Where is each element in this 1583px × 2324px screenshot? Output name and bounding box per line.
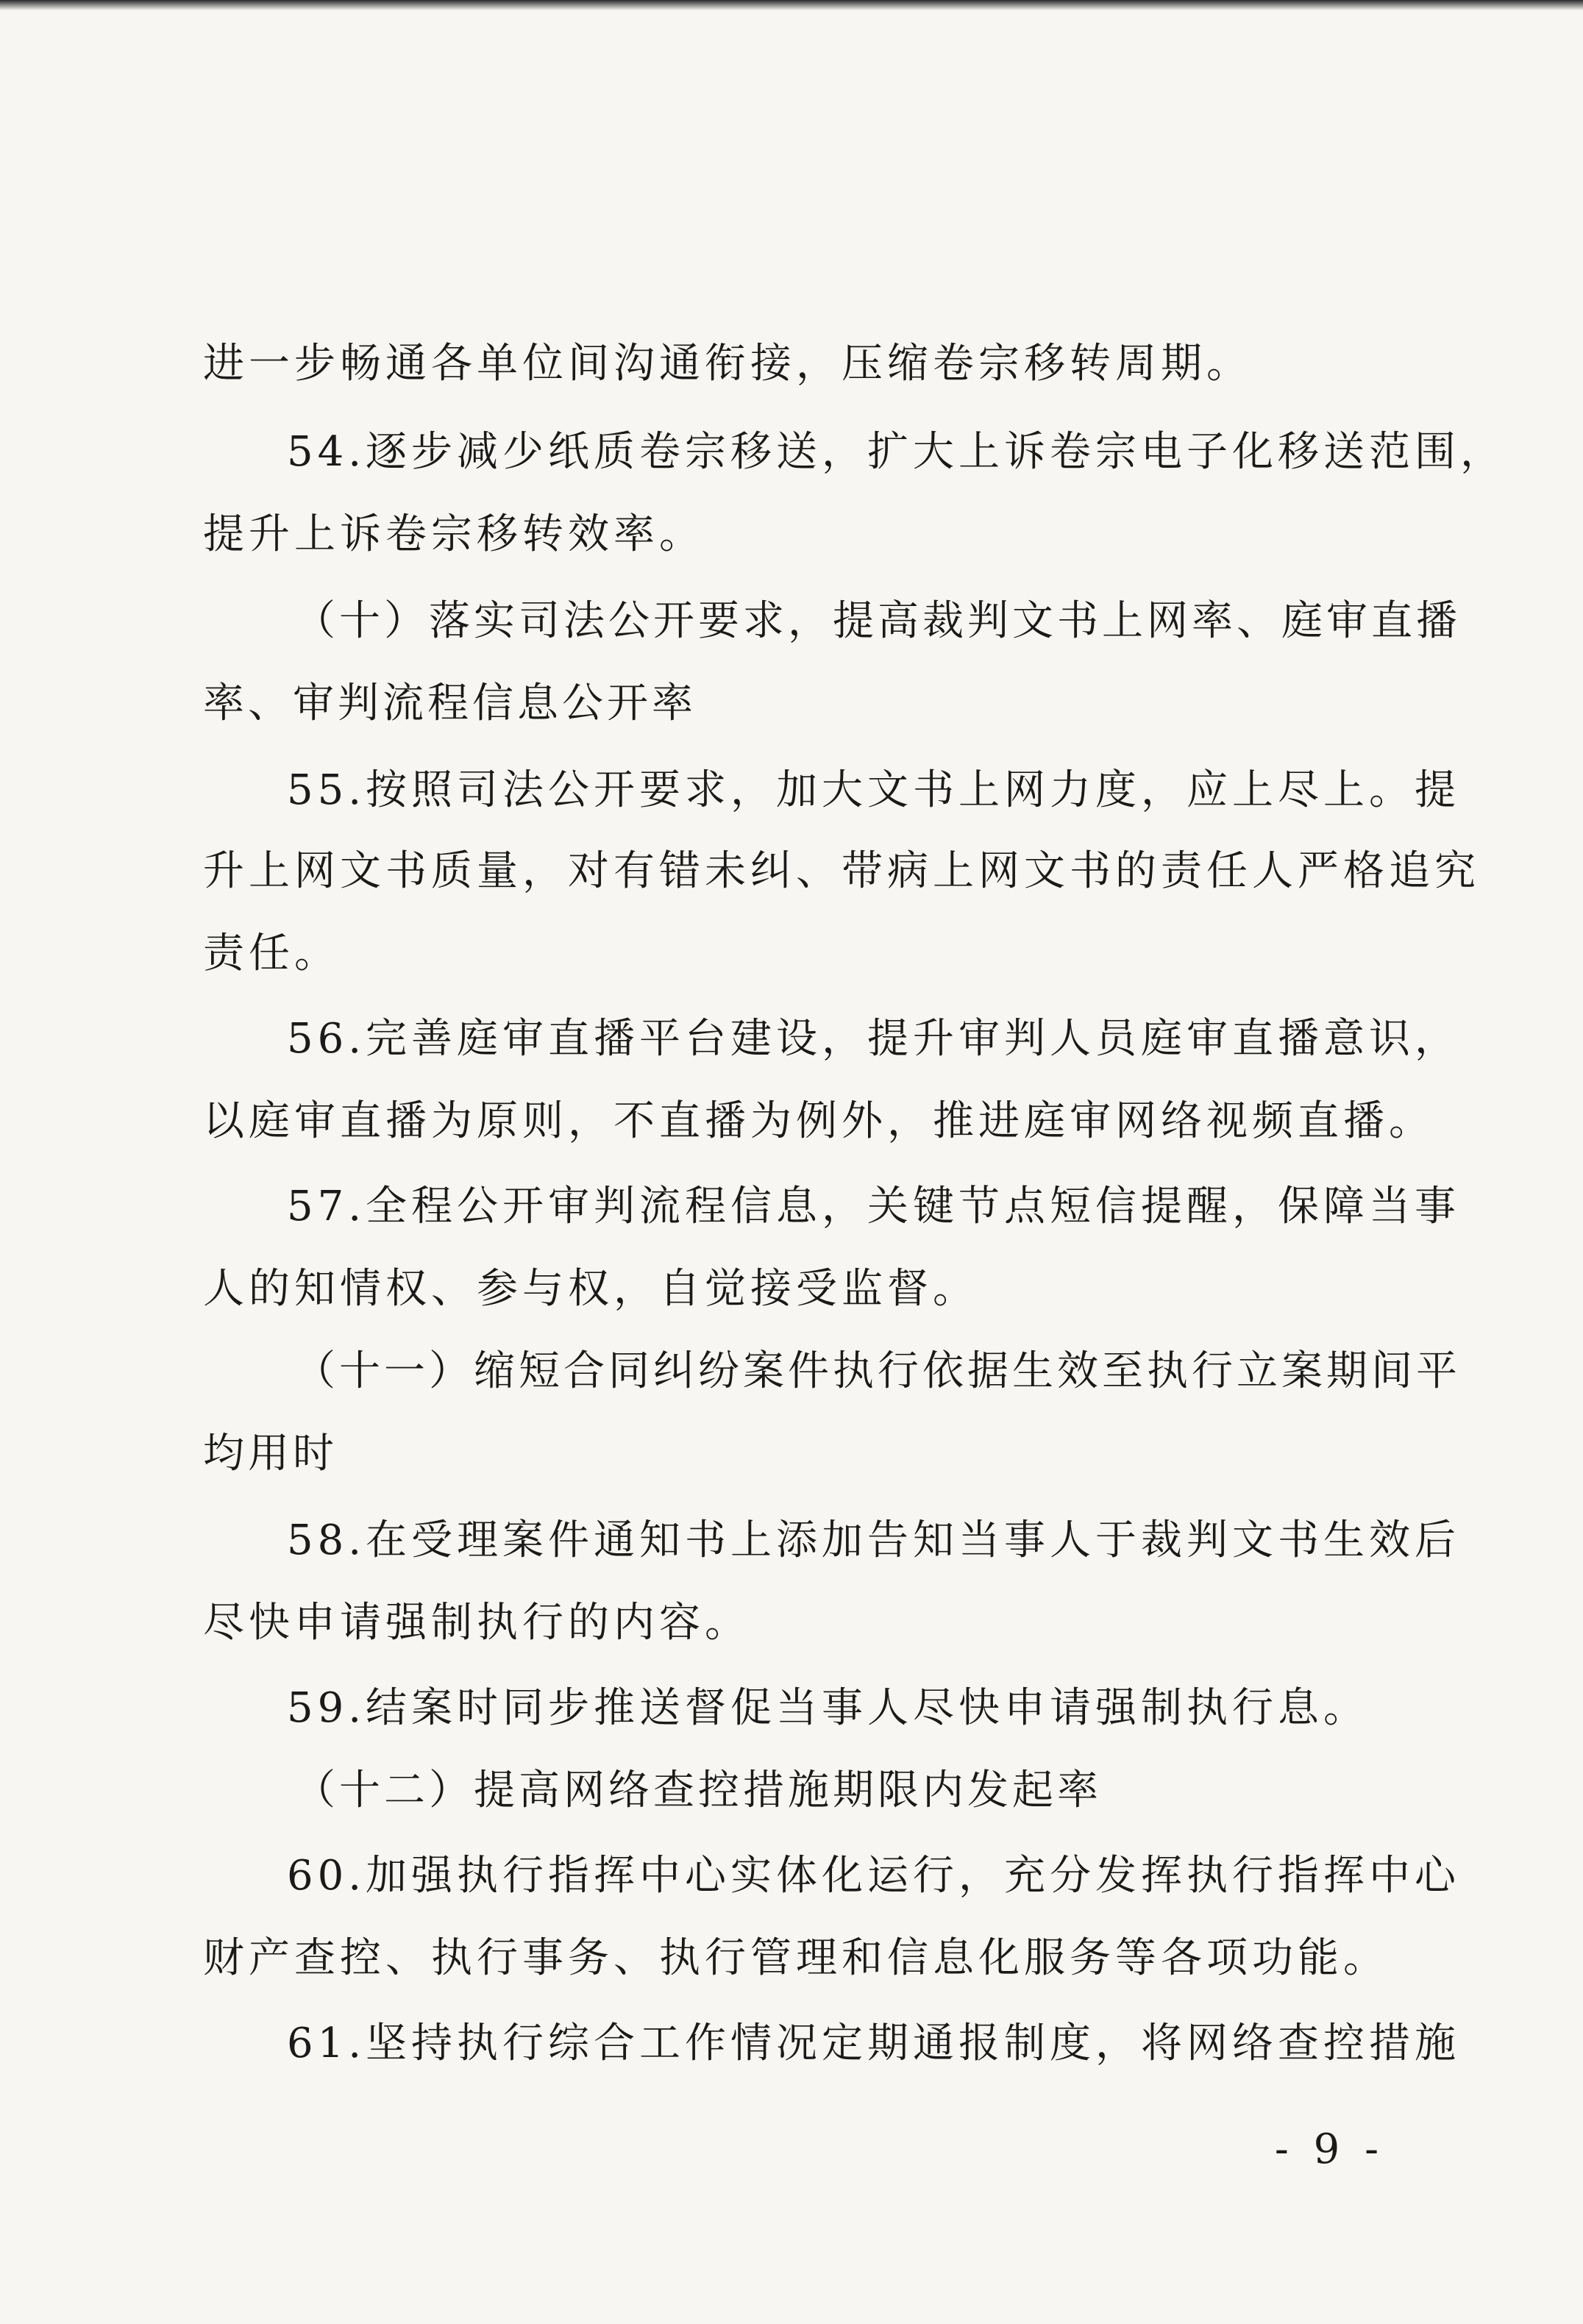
paragraph-55-line-2: 升上网文书质量，对有错未纠、带病上网文书的责任人严格追究 [203, 847, 1480, 895]
paragraph-55-line-1: 55.按照司法公开要求，加大文书上网力度，应上尽上。提 [287, 766, 1461, 814]
section-heading-11-line-2: 均用时 [203, 1430, 338, 1478]
paragraph-56-line-2: 以庭审直播为原则，不直播为例外，推进庭审网络视频直播。 [203, 1097, 1434, 1145]
paragraph-55-line-3: 责任。 [203, 930, 340, 977]
text-line-1: 进一步畅通各单位间沟通衔接，压缩卷宗移转周期。 [203, 340, 1252, 388]
paragraph-57-line-2: 人的知情权、参与权，自觉接受监督。 [203, 1265, 978, 1313]
page-number: - 9 - [1274, 2125, 1384, 2173]
paragraph-58-line-2: 尽快申请强制执行的内容。 [203, 1599, 750, 1647]
paragraph-60-line-2: 财产查控、执行事务、执行管理和信息化服务等各项功能。 [203, 1934, 1389, 1982]
paragraph-61-line-1: 61.坚持执行综合工作情况定期通报制度，将网络查控措施 [287, 2020, 1461, 2067]
paragraph-56-line-1: 56.完善庭审直播平台建设，提升审判人员庭审直播意识， [287, 1015, 1461, 1063]
section-heading-11-line-1: （十一）缩短合同纠纷案件执行依据生效至执行立案期间平 [294, 1347, 1461, 1395]
paragraph-58-line-1: 58.在受理案件通知书上添加告知当事人于裁判文书生效后 [287, 1516, 1461, 1564]
page-top-edge [0, 0, 1583, 10]
paragraph-54-line-2: 提升上诉卷宗移转效率。 [203, 510, 705, 558]
paragraph-60-line-1: 60.加强执行指挥中心实体化运行，充分发挥执行指挥中心 [287, 1852, 1461, 1900]
paragraph-54-line-1: 54.逐步减少纸质卷宗移送，扩大上诉卷宗电子化移送范围， [287, 428, 1506, 476]
paragraph-57-line-1: 57.全程公开审判流程信息，关键节点短信提醒，保障当事 [287, 1183, 1461, 1230]
section-heading-10-line-2: 率、审判流程信息公开率 [203, 680, 697, 727]
section-heading-10-line-1: （十）落实司法公开要求，提高裁判文书上网率、庭审直播 [294, 597, 1461, 645]
section-heading-12: （十二）提高网络查控措施期限内发起率 [294, 1767, 1102, 1814]
paragraph-59-line-1: 59.结案时同步推送督促当事人尽快申请强制执行息。 [287, 1684, 1370, 1732]
